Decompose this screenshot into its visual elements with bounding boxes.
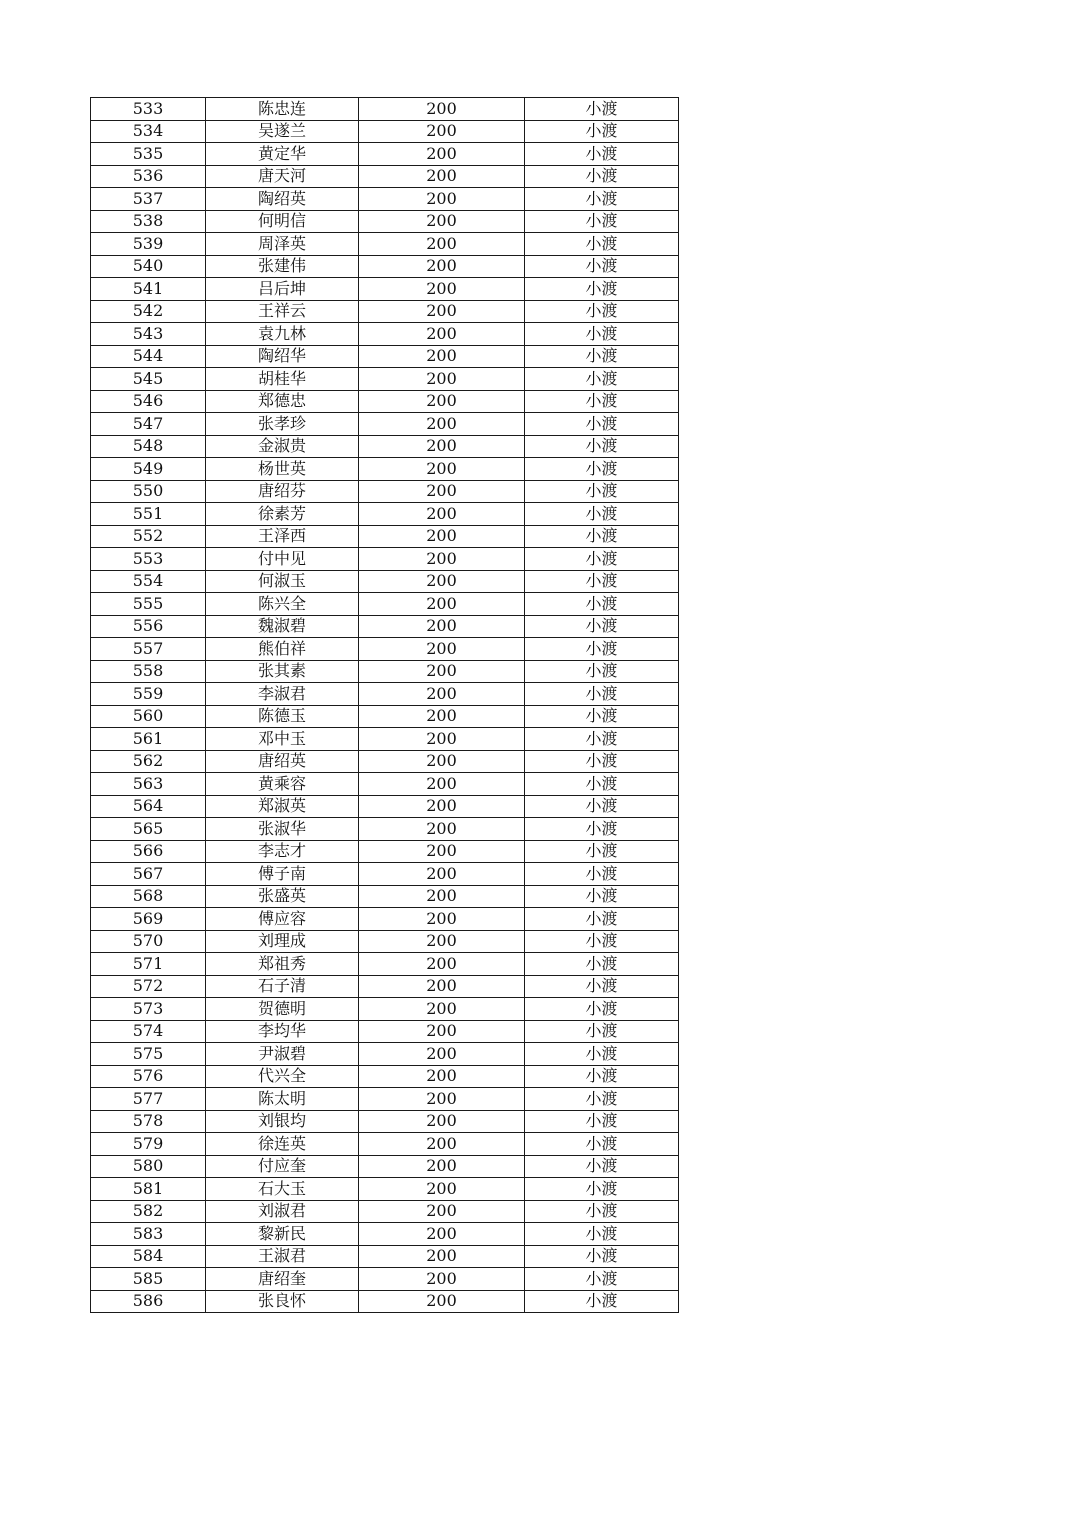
amount-cell: 200 bbox=[359, 480, 525, 503]
table-row bbox=[91, 593, 679, 616]
table-row bbox=[91, 615, 679, 638]
place-cell: 小渡 bbox=[525, 773, 679, 796]
amount-cell: 200 bbox=[359, 1155, 525, 1178]
name-cell: 王淑君 bbox=[206, 1245, 359, 1268]
table-row bbox=[91, 908, 679, 931]
name-cell: 杨世英 bbox=[206, 458, 359, 481]
row-number-cell: 582 bbox=[91, 1200, 206, 1223]
name-cell: 石子清 bbox=[206, 975, 359, 998]
row-number-cell: 561 bbox=[91, 728, 206, 751]
place-cell: 小渡 bbox=[525, 188, 679, 211]
place-cell: 小渡 bbox=[525, 705, 679, 728]
row-number-cell: 571 bbox=[91, 953, 206, 976]
table-row bbox=[91, 98, 679, 121]
amount-cell: 200 bbox=[359, 435, 525, 458]
table-row bbox=[91, 1245, 679, 1268]
table-row bbox=[91, 435, 679, 458]
amount-cell: 200 bbox=[359, 615, 525, 638]
name-cell: 张良怀 bbox=[206, 1290, 359, 1313]
name-cell: 唐绍芬 bbox=[206, 480, 359, 503]
place-cell: 小渡 bbox=[525, 593, 679, 616]
table-row bbox=[91, 1268, 679, 1291]
row-number-cell: 579 bbox=[91, 1133, 206, 1156]
row-number-cell: 565 bbox=[91, 818, 206, 841]
place-cell: 小渡 bbox=[525, 1065, 679, 1088]
place-cell: 小渡 bbox=[525, 458, 679, 481]
place-cell: 小渡 bbox=[525, 435, 679, 458]
place-cell: 小渡 bbox=[525, 1020, 679, 1043]
place-cell: 小渡 bbox=[525, 1200, 679, 1223]
amount-cell: 200 bbox=[359, 818, 525, 841]
row-number-cell: 586 bbox=[91, 1290, 206, 1313]
row-number-cell: 583 bbox=[91, 1223, 206, 1246]
row-number-cell: 557 bbox=[91, 638, 206, 661]
row-number-cell: 568 bbox=[91, 885, 206, 908]
amount-cell: 200 bbox=[359, 345, 525, 368]
table-row bbox=[91, 143, 679, 166]
row-number-cell: 542 bbox=[91, 300, 206, 323]
place-cell: 小渡 bbox=[525, 998, 679, 1021]
place-cell: 小渡 bbox=[525, 548, 679, 571]
amount-cell: 200 bbox=[359, 863, 525, 886]
place-cell: 小渡 bbox=[525, 1043, 679, 1066]
name-cell: 刘银均 bbox=[206, 1110, 359, 1133]
name-cell: 徐连英 bbox=[206, 1133, 359, 1156]
name-cell: 傅应容 bbox=[206, 908, 359, 931]
table-row bbox=[91, 773, 679, 796]
name-cell: 傅子南 bbox=[206, 863, 359, 886]
name-cell: 王泽西 bbox=[206, 525, 359, 548]
amount-cell: 200 bbox=[359, 998, 525, 1021]
table-row bbox=[91, 1155, 679, 1178]
place-cell: 小渡 bbox=[525, 300, 679, 323]
amount-cell: 200 bbox=[359, 1043, 525, 1066]
amount-cell: 200 bbox=[359, 165, 525, 188]
row-number-cell: 549 bbox=[91, 458, 206, 481]
name-cell: 郑祖秀 bbox=[206, 953, 359, 976]
place-cell: 小渡 bbox=[525, 143, 679, 166]
table-row bbox=[91, 210, 679, 233]
table-row bbox=[91, 660, 679, 683]
amount-cell: 200 bbox=[359, 705, 525, 728]
place-cell: 小渡 bbox=[525, 120, 679, 143]
row-number-cell: 554 bbox=[91, 570, 206, 593]
amount-cell: 200 bbox=[359, 300, 525, 323]
place-cell: 小渡 bbox=[525, 323, 679, 346]
place-cell: 小渡 bbox=[525, 233, 679, 256]
row-number-cell: 567 bbox=[91, 863, 206, 886]
row-number-cell: 534 bbox=[91, 120, 206, 143]
row-number-cell: 556 bbox=[91, 615, 206, 638]
place-cell: 小渡 bbox=[525, 930, 679, 953]
name-cell: 何淑玉 bbox=[206, 570, 359, 593]
table-row bbox=[91, 885, 679, 908]
row-number-cell: 555 bbox=[91, 593, 206, 616]
place-cell: 小渡 bbox=[525, 660, 679, 683]
place-cell: 小渡 bbox=[525, 1178, 679, 1201]
table-row bbox=[91, 570, 679, 593]
place-cell: 小渡 bbox=[525, 1088, 679, 1111]
row-number-cell: 535 bbox=[91, 143, 206, 166]
row-number-cell: 558 bbox=[91, 660, 206, 683]
place-cell: 小渡 bbox=[525, 1155, 679, 1178]
amount-cell: 200 bbox=[359, 1290, 525, 1313]
place-cell: 小渡 bbox=[525, 390, 679, 413]
table-row bbox=[91, 1065, 679, 1088]
amount-cell: 200 bbox=[359, 1110, 525, 1133]
amount-cell: 200 bbox=[359, 210, 525, 233]
amount-cell: 200 bbox=[359, 1178, 525, 1201]
table-row bbox=[91, 1178, 679, 1201]
name-cell: 陈德玉 bbox=[206, 705, 359, 728]
table-row bbox=[91, 278, 679, 301]
name-cell: 李志才 bbox=[206, 840, 359, 863]
amount-cell: 200 bbox=[359, 255, 525, 278]
table-row bbox=[91, 1200, 679, 1223]
row-number-cell: 570 bbox=[91, 930, 206, 953]
amount-cell: 200 bbox=[359, 728, 525, 751]
place-cell: 小渡 bbox=[525, 728, 679, 751]
row-number-cell: 548 bbox=[91, 435, 206, 458]
table-row bbox=[91, 705, 679, 728]
amount-cell: 200 bbox=[359, 278, 525, 301]
place-cell: 小渡 bbox=[525, 885, 679, 908]
name-cell: 贺德明 bbox=[206, 998, 359, 1021]
row-number-cell: 562 bbox=[91, 750, 206, 773]
place-cell: 小渡 bbox=[525, 503, 679, 526]
name-cell: 王祥云 bbox=[206, 300, 359, 323]
row-number-cell: 566 bbox=[91, 840, 206, 863]
row-number-cell: 574 bbox=[91, 1020, 206, 1043]
table-row bbox=[91, 1223, 679, 1246]
row-number-cell: 575 bbox=[91, 1043, 206, 1066]
amount-cell: 200 bbox=[359, 1088, 525, 1111]
row-number-cell: 553 bbox=[91, 548, 206, 571]
table-row bbox=[91, 1133, 679, 1156]
table-row bbox=[91, 638, 679, 661]
table-row bbox=[91, 300, 679, 323]
data-table bbox=[90, 97, 679, 1313]
amount-cell: 200 bbox=[359, 1133, 525, 1156]
amount-cell: 200 bbox=[359, 660, 525, 683]
table-row bbox=[91, 1020, 679, 1043]
place-cell: 小渡 bbox=[525, 795, 679, 818]
table-body bbox=[91, 98, 679, 1313]
table-row bbox=[91, 368, 679, 391]
place-cell: 小渡 bbox=[525, 525, 679, 548]
name-cell: 陶绍英 bbox=[206, 188, 359, 211]
name-cell: 陈太明 bbox=[206, 1088, 359, 1111]
table-row bbox=[91, 953, 679, 976]
table-row bbox=[91, 345, 679, 368]
table-row bbox=[91, 1088, 679, 1111]
row-number-cell: 572 bbox=[91, 975, 206, 998]
table-row bbox=[91, 795, 679, 818]
row-number-cell: 551 bbox=[91, 503, 206, 526]
name-cell: 刘淑君 bbox=[206, 1200, 359, 1223]
amount-cell: 200 bbox=[359, 593, 525, 616]
row-number-cell: 547 bbox=[91, 413, 206, 436]
name-cell: 石大玉 bbox=[206, 1178, 359, 1201]
table-row bbox=[91, 323, 679, 346]
table-row bbox=[91, 975, 679, 998]
table-row bbox=[91, 728, 679, 751]
table-row bbox=[91, 1110, 679, 1133]
row-number-cell: 563 bbox=[91, 773, 206, 796]
place-cell: 小渡 bbox=[525, 863, 679, 886]
table-row bbox=[91, 750, 679, 773]
row-number-cell: 584 bbox=[91, 1245, 206, 1268]
place-cell: 小渡 bbox=[525, 165, 679, 188]
row-number-cell: 578 bbox=[91, 1110, 206, 1133]
row-number-cell: 569 bbox=[91, 908, 206, 931]
place-cell: 小渡 bbox=[525, 345, 679, 368]
name-cell: 陈兴全 bbox=[206, 593, 359, 616]
name-cell: 唐天河 bbox=[206, 165, 359, 188]
place-cell: 小渡 bbox=[525, 1290, 679, 1313]
name-cell: 郑淑英 bbox=[206, 795, 359, 818]
row-number-cell: 576 bbox=[91, 1065, 206, 1088]
row-number-cell: 544 bbox=[91, 345, 206, 368]
row-number-cell: 573 bbox=[91, 998, 206, 1021]
name-cell: 张其素 bbox=[206, 660, 359, 683]
amount-cell: 200 bbox=[359, 1245, 525, 1268]
place-cell: 小渡 bbox=[525, 413, 679, 436]
table-row bbox=[91, 548, 679, 571]
name-cell: 唐绍英 bbox=[206, 750, 359, 773]
place-cell: 小渡 bbox=[525, 1110, 679, 1133]
name-cell: 陶绍华 bbox=[206, 345, 359, 368]
name-cell: 付中见 bbox=[206, 548, 359, 571]
name-cell: 徐素芳 bbox=[206, 503, 359, 526]
place-cell: 小渡 bbox=[525, 255, 679, 278]
place-cell: 小渡 bbox=[525, 908, 679, 931]
place-cell: 小渡 bbox=[525, 210, 679, 233]
place-cell: 小渡 bbox=[525, 953, 679, 976]
name-cell: 李均华 bbox=[206, 1020, 359, 1043]
name-cell: 张建伟 bbox=[206, 255, 359, 278]
row-number-cell: 552 bbox=[91, 525, 206, 548]
table-row bbox=[91, 413, 679, 436]
name-cell: 李淑君 bbox=[206, 683, 359, 706]
table-row bbox=[91, 233, 679, 256]
table-row bbox=[91, 503, 679, 526]
name-cell: 何明信 bbox=[206, 210, 359, 233]
table-row bbox=[91, 818, 679, 841]
row-number-cell: 540 bbox=[91, 255, 206, 278]
table-row bbox=[91, 480, 679, 503]
place-cell: 小渡 bbox=[525, 840, 679, 863]
place-cell: 小渡 bbox=[525, 638, 679, 661]
row-number-cell: 577 bbox=[91, 1088, 206, 1111]
name-cell: 张盛英 bbox=[206, 885, 359, 908]
amount-cell: 200 bbox=[359, 953, 525, 976]
place-cell: 小渡 bbox=[525, 683, 679, 706]
table-row bbox=[91, 390, 679, 413]
amount-cell: 200 bbox=[359, 975, 525, 998]
table-row bbox=[91, 1043, 679, 1066]
amount-cell: 200 bbox=[359, 503, 525, 526]
row-number-cell: 550 bbox=[91, 480, 206, 503]
amount-cell: 200 bbox=[359, 525, 525, 548]
row-number-cell: 536 bbox=[91, 165, 206, 188]
row-number-cell: 537 bbox=[91, 188, 206, 211]
amount-cell: 200 bbox=[359, 390, 525, 413]
table-row bbox=[91, 863, 679, 886]
name-cell: 周泽英 bbox=[206, 233, 359, 256]
name-cell: 陈忠连 bbox=[206, 98, 359, 121]
name-cell: 黄定华 bbox=[206, 143, 359, 166]
amount-cell: 200 bbox=[359, 773, 525, 796]
name-cell: 黎新民 bbox=[206, 1223, 359, 1246]
place-cell: 小渡 bbox=[525, 1245, 679, 1268]
amount-cell: 200 bbox=[359, 1020, 525, 1043]
amount-cell: 200 bbox=[359, 750, 525, 773]
amount-cell: 200 bbox=[359, 1065, 525, 1088]
table-row bbox=[91, 120, 679, 143]
name-cell: 刘理成 bbox=[206, 930, 359, 953]
row-number-cell: 560 bbox=[91, 705, 206, 728]
place-cell: 小渡 bbox=[525, 98, 679, 121]
table-row bbox=[91, 188, 679, 211]
place-cell: 小渡 bbox=[525, 818, 679, 841]
place-cell: 小渡 bbox=[525, 368, 679, 391]
row-number-cell: 564 bbox=[91, 795, 206, 818]
amount-cell: 200 bbox=[359, 885, 525, 908]
place-cell: 小渡 bbox=[525, 570, 679, 593]
name-cell: 吕后坤 bbox=[206, 278, 359, 301]
amount-cell: 200 bbox=[359, 188, 525, 211]
name-cell: 黄乘容 bbox=[206, 773, 359, 796]
table-row bbox=[91, 840, 679, 863]
name-cell: 邓中玉 bbox=[206, 728, 359, 751]
row-number-cell: 580 bbox=[91, 1155, 206, 1178]
row-number-cell: 539 bbox=[91, 233, 206, 256]
row-number-cell: 533 bbox=[91, 98, 206, 121]
table-row bbox=[91, 930, 679, 953]
amount-cell: 200 bbox=[359, 548, 525, 571]
table-row bbox=[91, 458, 679, 481]
row-number-cell: 538 bbox=[91, 210, 206, 233]
place-cell: 小渡 bbox=[525, 480, 679, 503]
amount-cell: 200 bbox=[359, 908, 525, 931]
amount-cell: 200 bbox=[359, 570, 525, 593]
row-number-cell: 581 bbox=[91, 1178, 206, 1201]
row-number-cell: 543 bbox=[91, 323, 206, 346]
row-number-cell: 559 bbox=[91, 683, 206, 706]
amount-cell: 200 bbox=[359, 323, 525, 346]
name-cell: 张淑华 bbox=[206, 818, 359, 841]
name-cell: 尹淑碧 bbox=[206, 1043, 359, 1066]
name-cell: 熊伯祥 bbox=[206, 638, 359, 661]
amount-cell: 200 bbox=[359, 368, 525, 391]
amount-cell: 200 bbox=[359, 840, 525, 863]
amount-cell: 200 bbox=[359, 1268, 525, 1291]
amount-cell: 200 bbox=[359, 98, 525, 121]
amount-cell: 200 bbox=[359, 1223, 525, 1246]
name-cell: 张孝珍 bbox=[206, 413, 359, 436]
place-cell: 小渡 bbox=[525, 975, 679, 998]
place-cell: 小渡 bbox=[525, 615, 679, 638]
name-cell: 魏淑碧 bbox=[206, 615, 359, 638]
name-cell: 袁九林 bbox=[206, 323, 359, 346]
table-row bbox=[91, 255, 679, 278]
row-number-cell: 585 bbox=[91, 1268, 206, 1291]
name-cell: 郑德忠 bbox=[206, 390, 359, 413]
table-row bbox=[91, 525, 679, 548]
amount-cell: 200 bbox=[359, 233, 525, 256]
table-row bbox=[91, 998, 679, 1021]
name-cell: 金淑贵 bbox=[206, 435, 359, 458]
name-cell: 吴遂兰 bbox=[206, 120, 359, 143]
name-cell: 胡桂华 bbox=[206, 368, 359, 391]
table-row bbox=[91, 165, 679, 188]
amount-cell: 200 bbox=[359, 683, 525, 706]
place-cell: 小渡 bbox=[525, 1133, 679, 1156]
amount-cell: 200 bbox=[359, 638, 525, 661]
amount-cell: 200 bbox=[359, 795, 525, 818]
amount-cell: 200 bbox=[359, 1200, 525, 1223]
name-cell: 唐绍奎 bbox=[206, 1268, 359, 1291]
row-number-cell: 545 bbox=[91, 368, 206, 391]
table-row bbox=[91, 1290, 679, 1313]
amount-cell: 200 bbox=[359, 120, 525, 143]
amount-cell: 200 bbox=[359, 458, 525, 481]
row-number-cell: 541 bbox=[91, 278, 206, 301]
name-cell: 付应奎 bbox=[206, 1155, 359, 1178]
place-cell: 小渡 bbox=[525, 1268, 679, 1291]
table-row bbox=[91, 683, 679, 706]
place-cell: 小渡 bbox=[525, 278, 679, 301]
name-cell: 代兴全 bbox=[206, 1065, 359, 1088]
place-cell: 小渡 bbox=[525, 1223, 679, 1246]
amount-cell: 200 bbox=[359, 930, 525, 953]
amount-cell: 200 bbox=[359, 143, 525, 166]
amount-cell: 200 bbox=[359, 413, 525, 436]
row-number-cell: 546 bbox=[91, 390, 206, 413]
place-cell: 小渡 bbox=[525, 750, 679, 773]
